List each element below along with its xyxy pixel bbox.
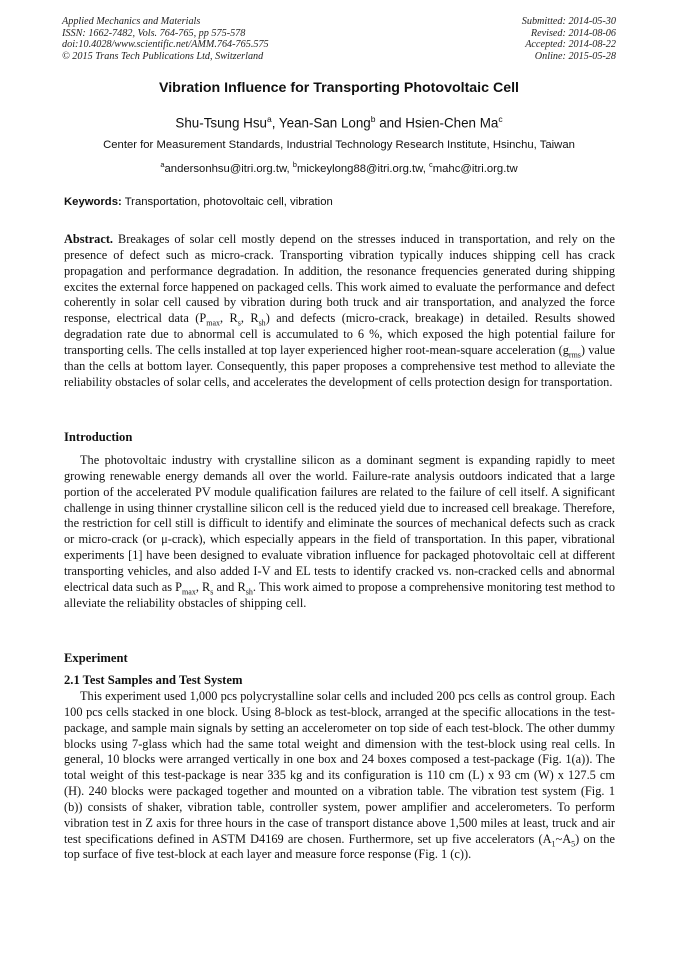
email-link[interactable]: mahc@itri.org.tw — [432, 162, 518, 175]
intro-text: , R — [195, 579, 211, 594]
author-separator: , — [271, 115, 279, 131]
paper-title: Vibration Influence for Transporting Photovoltaic Cell — [159, 80, 519, 96]
intro-text: and R — [213, 579, 246, 594]
section-heading-experiment: Experiment — [64, 651, 128, 665]
header-left — [62, 16, 269, 62]
email-sup: a — [160, 160, 165, 169]
subscript: rms — [568, 350, 581, 360]
experiment-paragraph — [64, 689, 615, 863]
email-separator: , — [286, 162, 293, 175]
author-separator: and — [375, 115, 406, 131]
introduction-paragraph — [64, 453, 615, 611]
doi: doi:10.4028/www.scientific.net/AMM.764-765.575 — [62, 39, 269, 51]
keywords-text: Transportation, photovoltaic cell, vibration — [121, 196, 333, 208]
email-link[interactable]: andersonhsu@itri.org.tw — [164, 162, 287, 175]
author-sup: c — [498, 114, 503, 124]
subsection-heading: 2.1 Test Samples and Test System — [64, 673, 243, 687]
issn: ISSN: 1662-7482, Vols. 764-765, pp 575-578 — [62, 27, 246, 39]
author-sup: b — [370, 114, 376, 124]
header-right — [522, 16, 616, 62]
subscript: sh — [245, 587, 253, 597]
intro-text: . This work aimed to propose a comprehensive monitoring test method to alleviate the reliability obstacles of shipping cell. — [64, 579, 616, 610]
email-separator: , — [422, 162, 429, 175]
subscript: s — [210, 587, 214, 597]
abstract-text: , R — [220, 311, 238, 326]
journal-name: Applied Mechanics and Materials — [62, 16, 201, 27]
online-date: Online: 2015-05-28 — [534, 50, 616, 62]
author-name: Yean-San Long — [278, 115, 371, 131]
accepted-date: Accepted: 2014-08-22 — [525, 39, 616, 51]
experiment-text: This experiment used 1,000 pcs polycrystalline solar cells and included 200 pcs cells as control group. Each 100 pcs cells stacked in one block. Using 8-block as test-block, arranged at the specific allocations in the test-package, and sample main signals by setting an accelerometer on top side of each test-block. The other dummy blocks using 7-glass which had the same total weight and dimension with the test-block using real cells. In general, 10 blocks were arranged vertically in one box and 24 boxes composed a test-package (Fig. 1(a)). The total weight of this test-package is near 335 kg and its configuration is 110 cm (L) x 93 cm (W) x 127.5 cm (H). 240 blocks were packaged together and mounted on a vibration table. The vibration test system (Fig. 1 (b)) consists of shaker, vibration table, controller system, power amplifier and accelerometers. To perform vibration test in Z axis for three hours in the case of transport distance above 1,500 miles at least, truck and air test specifications defined in ASTM D4169 are chosen. Furthermore, set up five accelerators (A — [64, 689, 615, 846]
author-name: Hsien-Chen Ma — [405, 115, 499, 131]
author-name: Shu-Tsung Hsu — [175, 115, 267, 131]
subscript: max — [206, 318, 220, 328]
subscript: sh — [258, 318, 266, 328]
email-sup: b — [292, 160, 297, 169]
experiment-text: ~A — [555, 831, 572, 846]
abstract-text: Breakages of solar cell mostly depend on the stresses induced in transportation, and rely on the presence of defect such as micro-crack. Transporting vibration typically induces shipping cell has crack propagation and performance degradation. In addition, the resonance frequencies generated during shipping excites the external force happened on packaged cells. This work aimed to evaluate the performance and defect coherently in solar cell caused by vibration during both truck and air transportation, and analyzed the force response, electrical data (P — [64, 232, 615, 326]
revised-date: Revised: 2014-08-06 — [530, 27, 616, 39]
subscript: 1 — [551, 839, 556, 849]
email-list — [0, 160, 678, 175]
subscript: s — [237, 318, 241, 328]
subscript: max — [182, 587, 196, 597]
abstract-text: ) value than the cells at bottom layer. Consequently, this paper proposes a comprehensive test method to alleviate the reliability obstacles of solar cells, and accelerates the development of cells protection design for transportation. — [64, 342, 615, 389]
abstract-label: Abstract. — [64, 232, 114, 246]
keywords-label: Keywords: — [64, 196, 122, 208]
section-heading-introduction: Introduction — [64, 430, 133, 444]
author-sup: a — [266, 114, 272, 124]
intro-text: The photovoltaic industry with crystalline silicon as a dominant segment is expanding rapidly to meet growing renewable energy demands all over the world. Failure-rate analysis outdoors indicated that a large portion of the accelerated PV module qualification failures are related to the failure of cell itself. A significant challenge in using thinner crystalline silicon cell is the reduced yield due to increased cell breakage. Therefore, the restriction for cell still is difficult to identify and eliminate the sources of mechanical defects such as crack or micro-crack (or μ-crack), which especially appears in the field of transportation. In this paper, vibrational experiments [1] have been designed to evaluate vibration influence for packaged photovoltaic cell at different transporting vehicles, and also added I-V and EL tests to identify cracked vs. non-cracked cells and abnormal electrical data such as P — [64, 453, 615, 594]
affiliation: Center for Measurement Standards, Industrial Technology Research Institute, Hsinchu, Taiwan — [103, 139, 575, 151]
experiment-text: ) on the top surface of five test-block at each layer and measure force response (Fig. 1 (c)). — [64, 831, 615, 862]
email-sup: c — [428, 160, 433, 169]
abstract-text: ) and defects (micro-crack, breakage) in detailed. Results showed degradation rate due to abnormal cell is accumulated to 6 %, which exposed the high potential failure for transporting cells. The cells installed at top layer experienced higher root-mean-square acceleration (g — [64, 311, 615, 357]
subscript: 5 — [571, 839, 576, 849]
keywords — [64, 196, 616, 208]
email-link[interactable]: mickeylong88@itri.org.tw — [296, 162, 423, 175]
abstract-paragraph — [64, 232, 615, 390]
submitted-date: Submitted: 2014-05-30 — [521, 16, 616, 27]
abstract-text: , R — [240, 311, 259, 326]
author-list — [0, 114, 678, 130]
copyright: © 2015 Trans Tech Publications Ltd, Switzerland — [62, 50, 264, 62]
